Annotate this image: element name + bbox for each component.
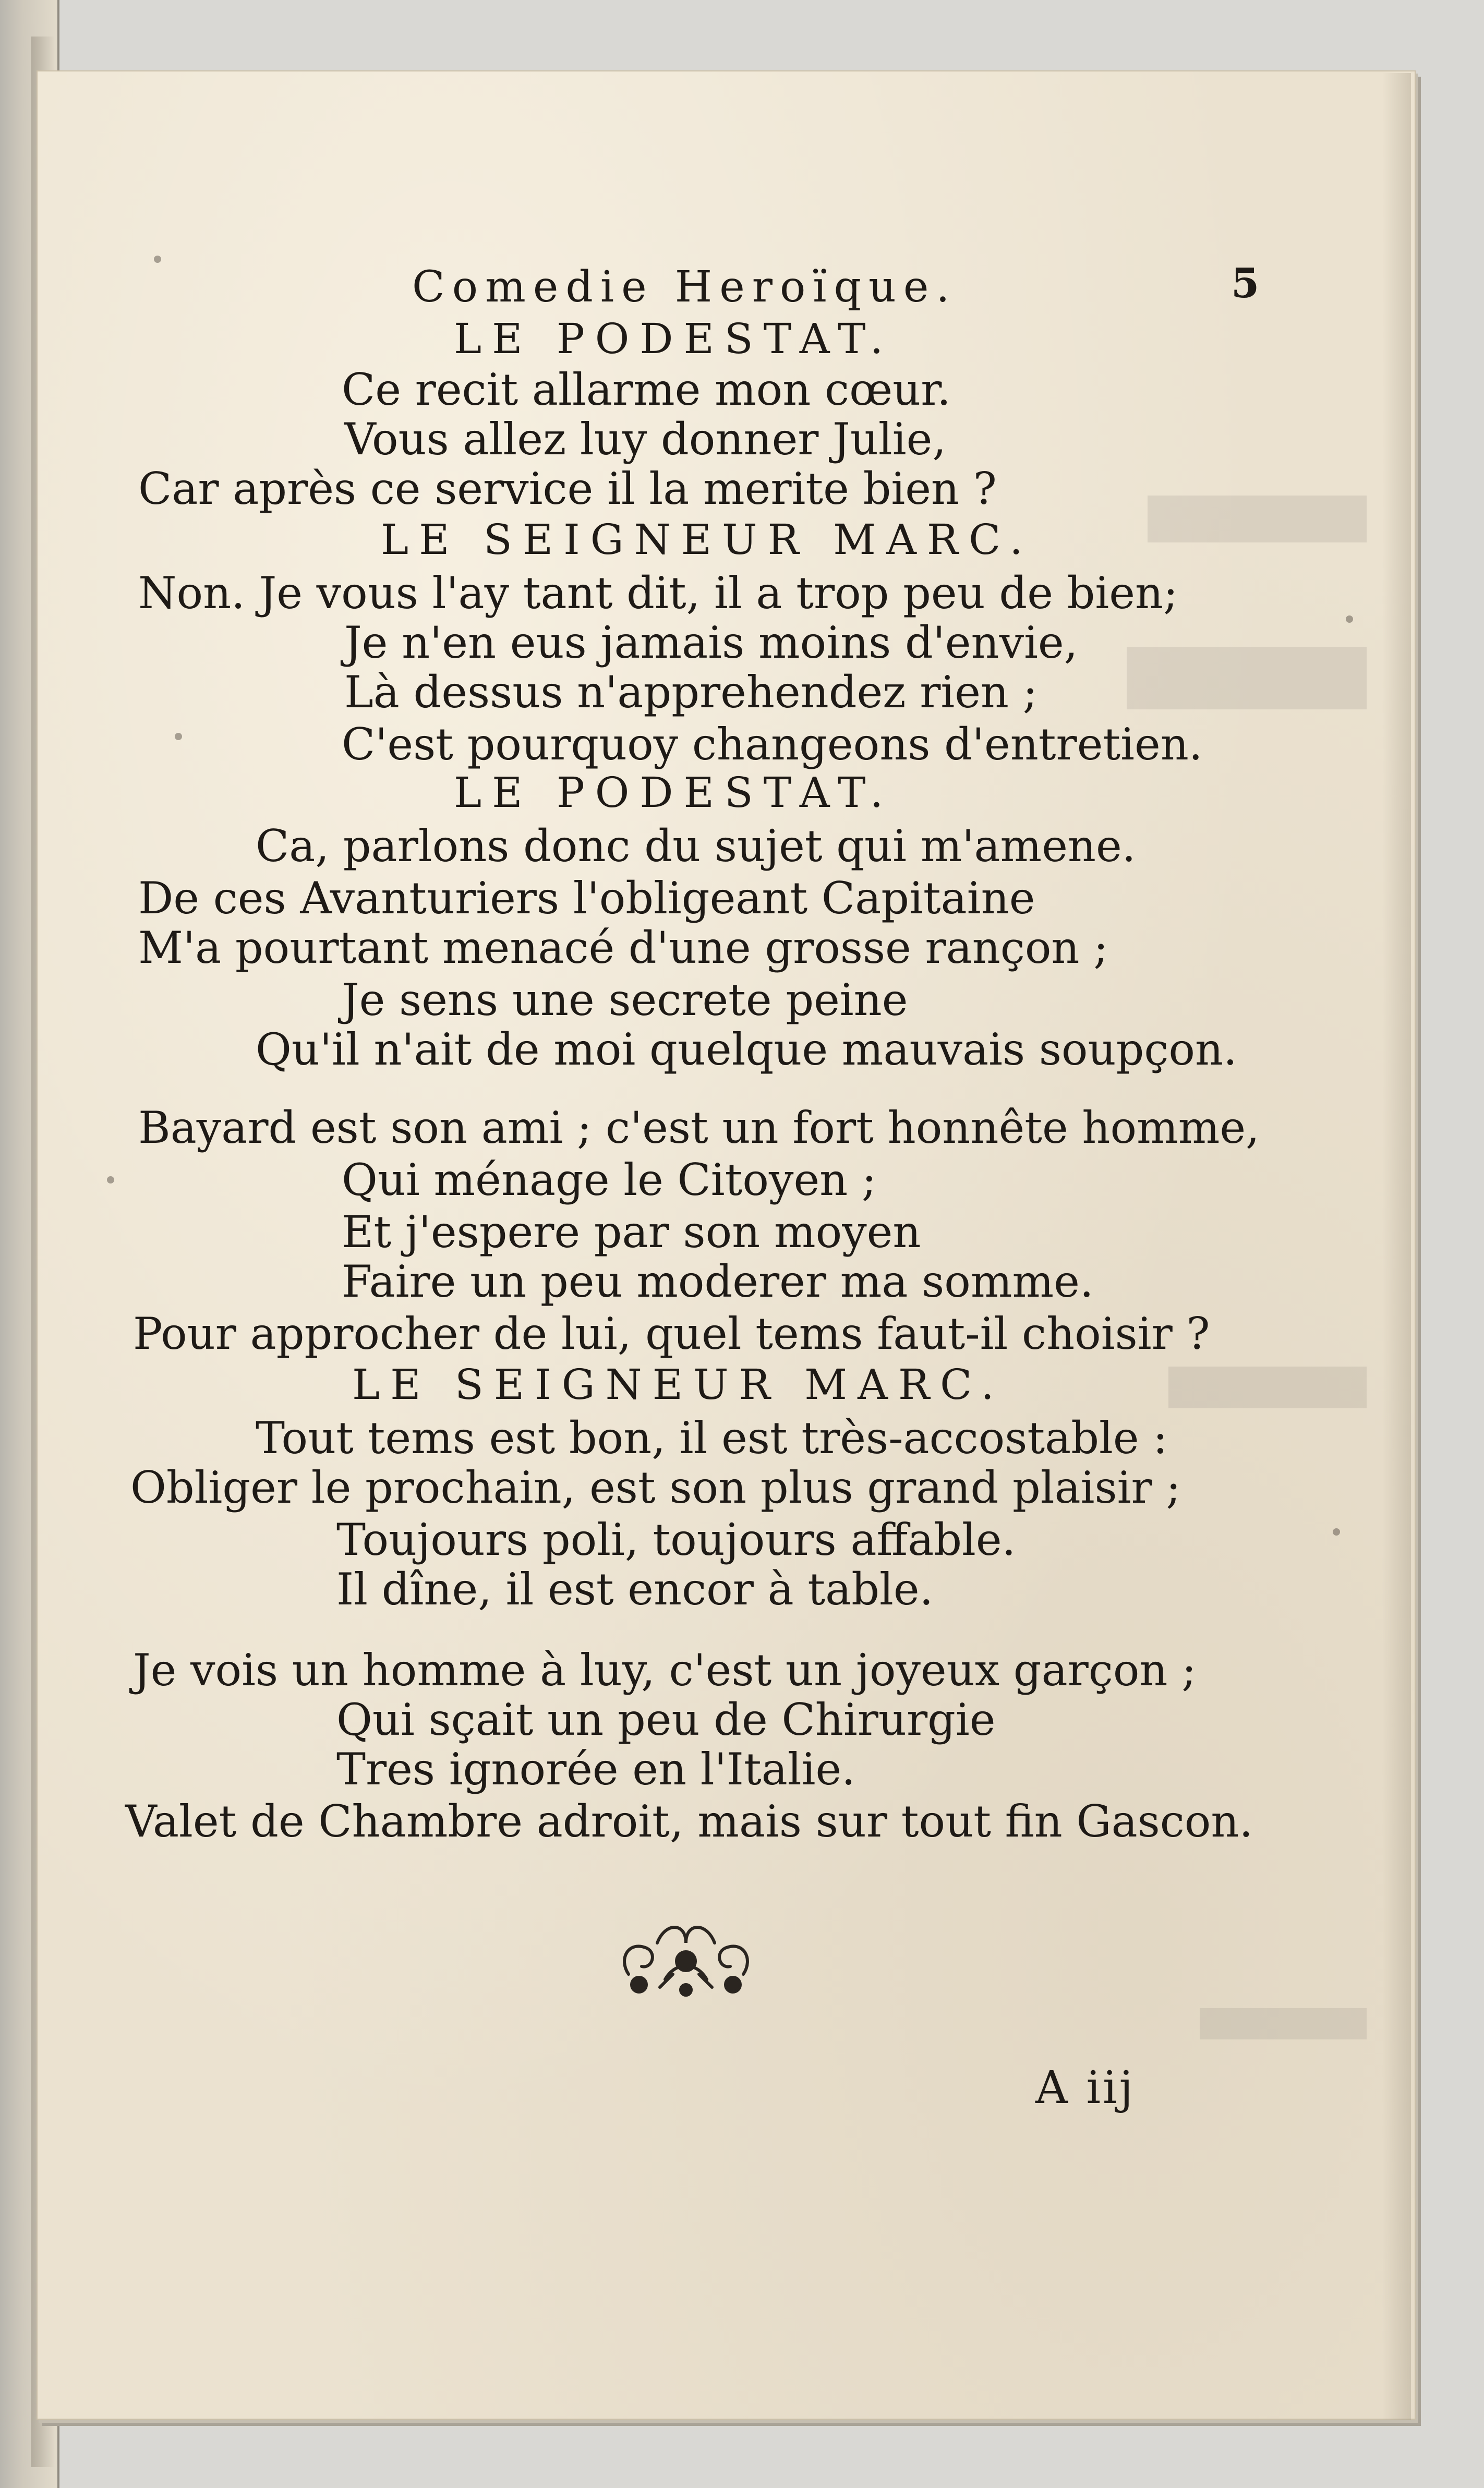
verse-line: Qui ménage le Citoyen ; bbox=[342, 1154, 877, 1205]
verse-line: Car après ce service il la merite bien ? bbox=[138, 463, 997, 514]
speaker-name: LE PODESTAT. bbox=[454, 315, 894, 363]
verse-line: Valet de Chambre adroit, mais sur tout fin Gascon. bbox=[125, 1796, 1253, 1847]
verse-line: Je n'en eus jamais moins d'envie, bbox=[344, 617, 1078, 668]
ink-speck bbox=[107, 1176, 114, 1183]
verse-line: M'a pourtant menacé d'une grosse rançon ; bbox=[138, 922, 1108, 973]
ink-speck bbox=[1346, 615, 1353, 623]
ink-speck bbox=[154, 256, 161, 263]
fleuron-ornament bbox=[608, 1912, 764, 2000]
running-head: Comedie Heroïque. bbox=[412, 262, 957, 312]
verse-line: Faire un peu moderer ma somme. bbox=[342, 1256, 1094, 1307]
page-edge-shadow bbox=[1382, 73, 1411, 2420]
verse-line: Tres ignorée en l'Italie. bbox=[336, 1744, 855, 1795]
verse-line: Vous allez luy donner Julie, bbox=[344, 414, 947, 465]
verse-line: Non. Je vous l'ay tant dit, il a trop peu de bien; bbox=[138, 567, 1178, 619]
verse-line: Bayard est son ami ; c'est un fort honnête homme, bbox=[138, 1102, 1260, 1153]
verse-line: Qui sçait un peu de Chirurgie bbox=[336, 1694, 996, 1745]
speaker-name: LE SEIGNEUR MARC. bbox=[381, 515, 1033, 564]
ink-speck bbox=[1333, 1528, 1340, 1536]
verse-line: Tout tems est bon, il est très-accostable : bbox=[256, 1412, 1168, 1464]
verse-line: Je vois un homme à luy, c'est un joyeux garçon ; bbox=[133, 1645, 1197, 1696]
verse-line: Pour approcher de lui, quel tems faut-il choisir ? bbox=[133, 1308, 1210, 1359]
verse-line: Ce recit allarme mon cœur. bbox=[342, 364, 951, 415]
verse-line: Toujours poli, toujours affable. bbox=[336, 1514, 1016, 1565]
signature-mark: A iij bbox=[1035, 2062, 1136, 2114]
verse-line: Et j'espere par son moyen bbox=[342, 1206, 921, 1258]
verse-line: Je sens une secrete peine bbox=[342, 974, 908, 1025]
ink-speck bbox=[175, 733, 182, 740]
verse-line: Obliger le prochain, est son plus grand plaisir ; bbox=[130, 1462, 1181, 1513]
speaker-name: LE PODESTAT. bbox=[454, 768, 894, 817]
verse-line: Il dîne, il est encor à table. bbox=[336, 1564, 934, 1615]
verse-line: Là dessus n'apprehendez rien ; bbox=[344, 667, 1038, 718]
speaker-name: LE SEIGNEUR MARC. bbox=[352, 1360, 1005, 1409]
folio: 5 bbox=[1231, 260, 1260, 307]
verse-line: C'est pourquoy changeons d'entretien. bbox=[342, 719, 1203, 770]
verse-line: De ces Avanturiers l'obligeant Capitaine bbox=[138, 873, 1035, 924]
verse-line: Qu'il n'ait de moi quelque mauvais soupçon. bbox=[256, 1024, 1237, 1075]
verse-line: Ca, parlons donc du sujet qui m'amene. bbox=[256, 820, 1136, 872]
